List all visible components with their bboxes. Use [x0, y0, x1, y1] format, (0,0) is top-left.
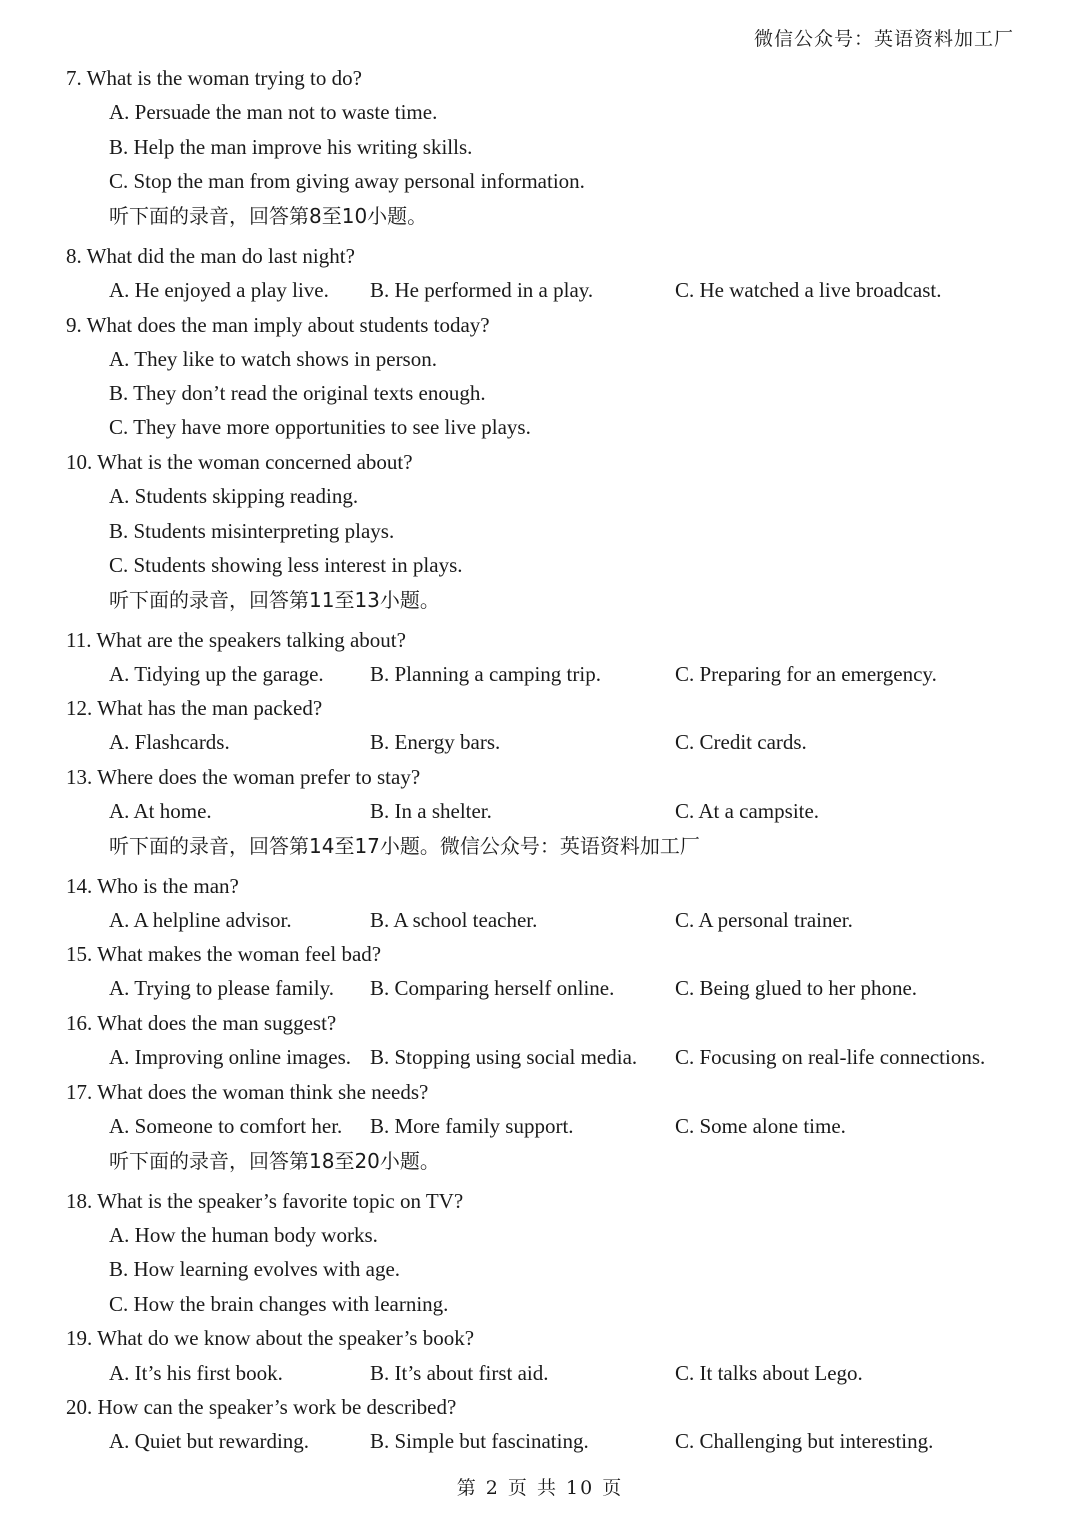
- question-15-option-b: B. Comparing herself online.: [370, 976, 615, 1000]
- question-15-option-c: C. Being glued to her phone.: [675, 976, 918, 1000]
- question-9-option-c: C. They have more opportunities to see live plays.: [109, 415, 531, 439]
- question-12-option-a: A. Flashcards.: [109, 730, 230, 754]
- question-17-option-b: B. More family support.: [370, 1114, 574, 1138]
- question-9-stem: 9. What does the man imply about students today?: [66, 313, 490, 337]
- question-15-stem: 15. What makes the woman feel bad?: [66, 942, 382, 966]
- question-14-option-b: B. A school teacher.: [370, 908, 538, 932]
- page-header: 微信公众号：英语资料加工厂: [753, 28, 1014, 50]
- question-18-stem: 18. What is the speaker’s favorite topic on TV?: [66, 1189, 464, 1213]
- question-19-option-b: B. It’s about first aid.: [370, 1361, 549, 1385]
- question-11-stem: 11. What are the speakers talking about?: [66, 628, 406, 652]
- question-9-option-b: B. They don’t read the original texts enough.: [109, 381, 486, 405]
- question-14-option-a: A. A helpline advisor.: [109, 908, 292, 932]
- question-20-option-c: C. Challenging but interesting.: [675, 1429, 934, 1453]
- page-number: 第 2 页 共 10 页: [456, 1477, 624, 1499]
- question-16-stem: 16. What does the man suggest?: [66, 1011, 337, 1035]
- question-7-option-c: C. Stop the man from giving away personal information.: [109, 169, 585, 193]
- question-20-option-b: B. Simple but fascinating.: [370, 1429, 589, 1453]
- question-19-option-a: A. It’s his first book.: [109, 1361, 283, 1385]
- question-10-stem: 10. What is the woman concerned about?: [66, 450, 413, 474]
- question-13-option-a: A. At home.: [109, 799, 212, 823]
- question-11-option-a: A. Tidying up the garage.: [109, 662, 324, 686]
- question-10-option-b: B. Students misinterpreting plays.: [109, 519, 395, 543]
- question-18-option-c: C. How the brain changes with learning.: [109, 1292, 449, 1316]
- question-11-option-b: B. Planning a camping trip.: [370, 662, 601, 686]
- instruction-18-20: 听下面的录音，回答第18至20小题。: [109, 1149, 440, 1173]
- question-11-option-c: C. Preparing for an emergency.: [675, 662, 937, 686]
- question-13-option-c: C. At a campsite.: [675, 799, 820, 823]
- question-12-option-b: B. Energy bars.: [370, 730, 501, 754]
- question-7-stem: 7. What is the woman trying to do?: [66, 66, 362, 90]
- question-17-option-a: A. Someone to comfort her.: [109, 1114, 343, 1138]
- question-16-option-b: B. Stopping using social media.: [370, 1045, 638, 1069]
- question-7-option-b: B. Help the man improve his writing skills.: [109, 135, 473, 159]
- question-19-option-c: C. It talks about Lego.: [675, 1361, 863, 1385]
- question-16-option-a: A. Improving online images.: [109, 1045, 352, 1069]
- instruction-8-10: 听下面的录音，回答第8至10小题。: [109, 204, 428, 228]
- question-16-option-c: C. Focusing on real-life connections.: [675, 1045, 986, 1069]
- question-18-option-a: A. How the human body works.: [109, 1223, 378, 1247]
- question-13-option-b: B. In a shelter.: [370, 799, 492, 823]
- question-17-stem: 17. What does the woman think she needs?: [66, 1080, 429, 1104]
- question-14-option-c: C. A personal trainer.: [675, 908, 853, 932]
- question-12-stem: 12. What has the man packed?: [66, 696, 323, 720]
- question-15-option-a: A. Trying to please family.: [109, 976, 334, 1000]
- question-13-stem: 13. Where does the woman prefer to stay?: [66, 765, 421, 789]
- instruction-14-17: 听下面的录音，回答第14至17小题。微信公众号：英语资料加工厂: [109, 834, 700, 858]
- question-20-stem: 20. How can the speaker’s work be described?: [66, 1395, 457, 1419]
- question-8-option-c: C. He watched a live broadcast.: [675, 278, 942, 302]
- question-20-option-a: A. Quiet but rewarding.: [109, 1429, 310, 1453]
- instruction-11-13: 听下面的录音，回答第11至13小题。: [109, 588, 440, 612]
- question-10-option-c: C. Students showing less interest in plays.: [109, 553, 463, 577]
- question-7-option-a: A. Persuade the man not to waste time.: [109, 100, 438, 124]
- question-9-option-a: A. They like to watch shows in person.: [109, 347, 437, 371]
- question-14-stem: 14. Who is the man?: [66, 874, 239, 898]
- question-18-option-b: B. How learning evolves with age.: [109, 1257, 401, 1281]
- question-8-stem: 8. What did the man do last night?: [66, 244, 355, 268]
- question-12-option-c: C. Credit cards.: [675, 730, 807, 754]
- question-8-option-a: A. He enjoyed a play live.: [109, 278, 329, 302]
- question-10-option-a: A. Students skipping reading.: [109, 484, 359, 508]
- question-17-option-c: C. Some alone time.: [675, 1114, 846, 1138]
- question-8-option-b: B. He performed in a play.: [370, 278, 594, 302]
- question-19-stem: 19. What do we know about the speaker’s book?: [66, 1326, 475, 1350]
